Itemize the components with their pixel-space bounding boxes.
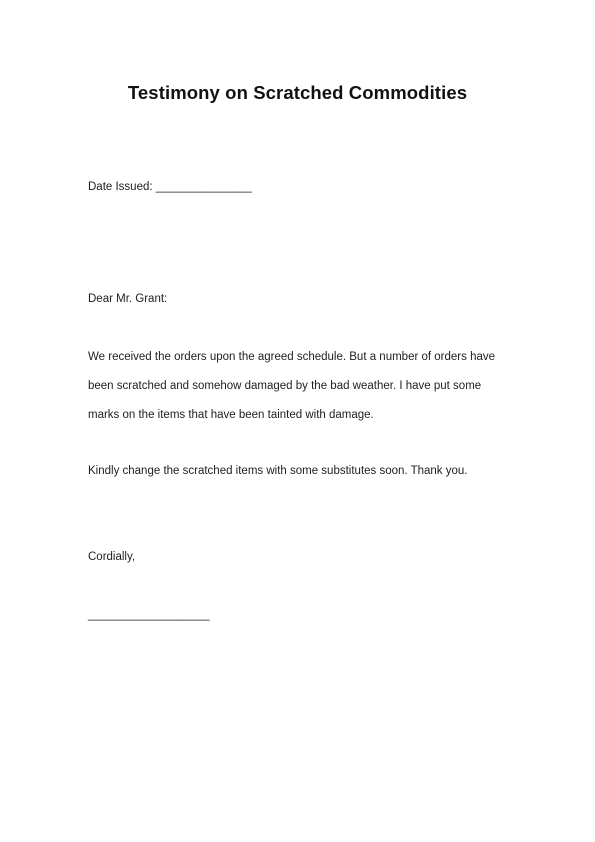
body-line-3: marks on the items that have been tainted with damage. bbox=[88, 409, 374, 421]
body-line-4: Kindly change the scratched items with some substitutes soon. Thank you. bbox=[88, 465, 468, 477]
salutation: Dear Mr. Grant: bbox=[88, 293, 168, 305]
body-line-2: been scratched and somehow damaged by the bad weather. I have put some bbox=[88, 380, 482, 392]
date-issued-line: Date Issued: _______________ bbox=[88, 181, 252, 193]
signature-line: ___________________ bbox=[88, 609, 210, 621]
closing: Cordially, bbox=[88, 551, 136, 563]
document-title: Testimony on Scratched Commodities bbox=[127, 82, 468, 103]
body-line-1: We received the orders upon the agreed schedule. But a number of orders have bbox=[88, 351, 496, 363]
